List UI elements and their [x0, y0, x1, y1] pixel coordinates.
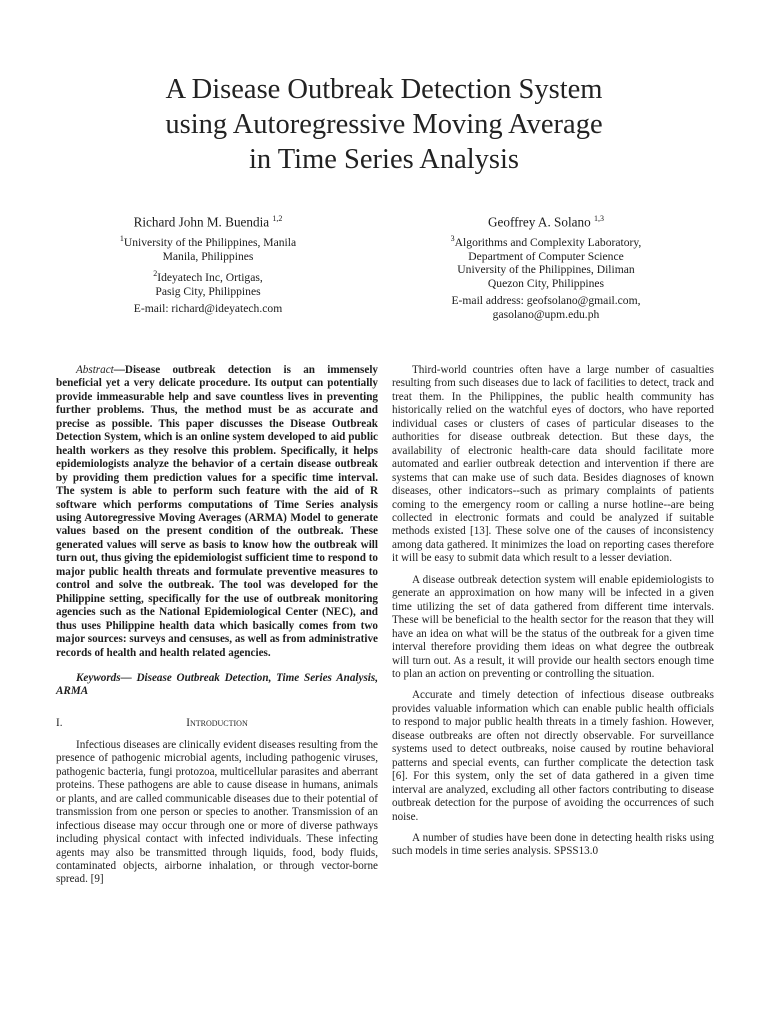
- left-column: [56, 364, 378, 895]
- author-block-2: [428, 211, 664, 321]
- author-name: Richard John M. Buendia $^{1,2}$: [133, 214, 283, 230]
- author-affiliation: $^3$Algorithms and Complexity Laboratory, Department of Computer Science University of the Philippines, Diliman Quezon City, Philippines: [450, 234, 642, 290]
- title-line: in Time Series Analysis: [249, 144, 519, 175]
- author-affiliation: $^2$Ideyatech Inc, Ortigas, Pasig City, Philippines: [153, 269, 263, 298]
- paragraph: A number of studies have been done in detecting health risks using such models in time series analysis. SPSS13.0: [392, 831, 714, 858]
- right-column: [392, 364, 714, 867]
- keywords: Keywords— Disease Outbreak Detection, Time Series Analysis, ARMA: [56, 671, 378, 698]
- paragraph: A disease outbreak detection system will enable epidemiologists to generate an approximation on how many will be infected in a given time utilizing the set of data gathered from different time intervals. These will be beneficial to the health sector for the reason that they will have an idea on what will be the status of the outbreak for a given time interval therefore providing them ideas on what degree the outbreak will turn out. As a result, it will provide our health sectors enough time to plan an action on preventing or controlling the situation.: [392, 573, 714, 680]
- author-affiliation: $^1$University of the Philippines, Manila Manila, Philippines: [119, 234, 297, 263]
- author-email: E-mail address: geofsolano@gmail.com, gasolano@upm.edu.ph: [451, 294, 641, 321]
- section-title: Introduction: [186, 716, 248, 729]
- title-line: using Autoregressive Moving Average: [165, 109, 603, 140]
- author-block-1: [90, 211, 326, 316]
- title-line: A Disease Outbreak Detection System: [165, 74, 603, 105]
- paragraph: Third-world countries often have a large number of casualties resulting from such diseases due to lack of facilities to detect, track and treat them. In the Philippines, the public health community has historically relied on the watchful eyes of doctors, who have reported individual cases or clusters of cases of particular diseases to the authorities for disease outbreak detection. But these days, the availability of electronic health-care data should facilitate more automated and earlier outbreak detection and intervention if there are systems that can make use of such data. Besides diagnoses of known diseases, other indicators--such as primary complaints of patients coming to the emergency room or calling a nurse hotline--are being collected in electronic formats and could be analyzed if suitable methods existed [13]. These solve one of the causes of inconsistency among data gathered. It minimizes the load on reporting cases therefore it will be easy to submit data which result to a lesser deviation.: [392, 364, 714, 565]
- abstract: Abstract—Disease outbreak detection is an immensely beneficial yet a very delicate procedure. Its output can potentially provide immeasurable help and save countless lives in preventing further problems. Thus, the method must be as accurate and precise as possible. This paper discusses the Disease Outbreak Detection System, which is an online system developed to aid public health workers as they resolve this problem. Specifically, it helps epidemiologists analyze the behavior of a certain disease outbreak by providing them prediction values for a specific time interval. The system is able to perform such feature with the aid of R software which performs computations of Time Series analysis using Autoregressive Moving Averages (ARMA) Model to generate values based on the present condition of the outbreak. These generated values will serve as basis to know how the outbreak will turn out, thus giving the epidemiologist sufficient time to respond to major public health threats and formulate preventive measures to control and solve the outbreak. The tool was developed for the Philippine setting, specifically for the use of outbreak monitoring agencies such as the National Epidemiological Center (NEC), and thus uses Philippine health data which basically comes from two major sources: surveys and censuses, as well as from administrative records of health and health related agencies.: [56, 364, 378, 659]
- paper-title: [84, 72, 684, 177]
- paragraph: Accurate and timely detection of infectious disease outbreaks provides valuable information which can enable public health officials to respond to major public health threats in a timely fashion. However, disease outbreaks are often not directly observable. For surveillance systems used to detect outbreaks, noise caused by routine behavioral patterns and special events, can further complicate the detection task [6]. For this system, only the set of data gathered in a given time interval are analyzed, excluding all other factors contributing to disease outbreak detection for the purpose of avoiding the occurrences of such noise.: [392, 689, 714, 823]
- section-heading: [56, 717, 378, 731]
- author-name: Geoffrey A. Solano $^{1,3}$: [488, 214, 604, 230]
- section-number: I.: [56, 716, 63, 729]
- author-email: E-mail: richard@ideyatech.com: [133, 302, 283, 316]
- paragraph: Infectious diseases are clinically evident diseases resulting from the presence of pathogenic microbial agents, including pathogenic viruses, pathogenic bacteria, fungi protozoa, multicellular parasites and aberrant proteins. These pathogens are able to cause disease in humans, animals or plants, and are called communicable diseases due to their potential of transmission from one person or species to another. Transmission of an infectious disease may occur through one or more of diverse pathways including physical contact with infected individuals. These infecting agents may also be transmitted through liquids, food, body fluids, contaminated objects, airborne inhalation, or through vector-borne spread. [9]: [56, 738, 378, 886]
